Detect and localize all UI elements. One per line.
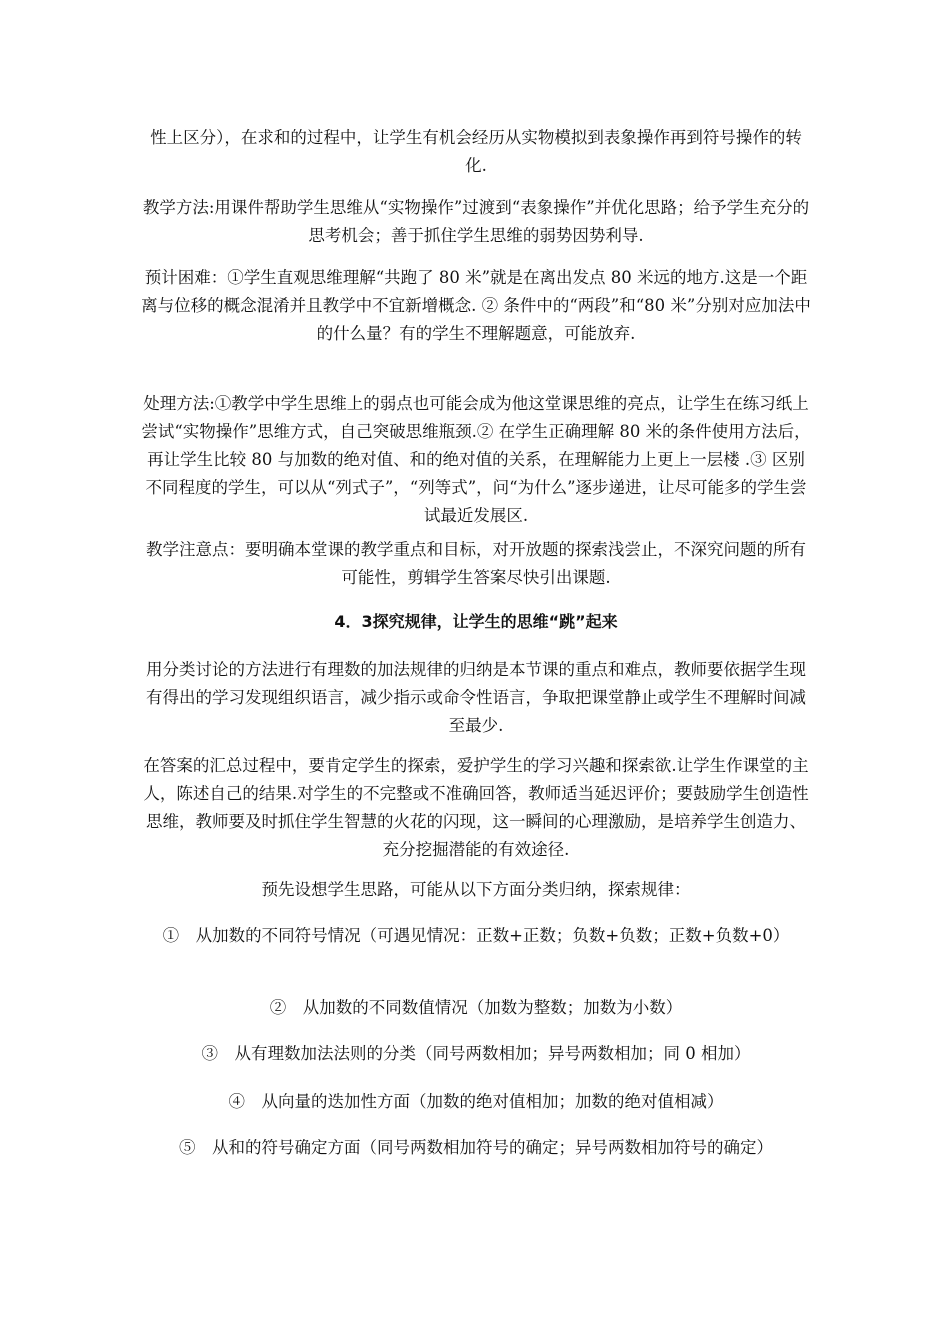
list-item: ① 从加数的不同符号情况（可遇见情况：正数+正数；负数+负数；正数+负数+0）: [162, 926, 790, 945]
paragraph-conversion: 性上区分），在求和的过程中，让学生有机会经历从实物模拟到表象操作再到符号操作的转化.: [150, 128, 802, 175]
paragraph-answer-summary: 在答案的汇总过程中，要肯定学生的探索，爱护学生的学习兴趣和探索欲.让学生作课堂的主人，陈述自己的结果.对学生的不完整或不准确回答，教师适当延迟评价；要鼓励学生创造性思维，教师要及时抓住学生智慧的火花的闪现，这一瞬间的心理激励，是培养学生创造力、充分挖掘潜能的有效途径.: [143, 756, 809, 859]
list-item: ④ 从向量的迭加性方面（加数的绝对值相加；加数的绝对值相减）: [228, 1092, 724, 1111]
paragraph-handling-method: 处理方法:①教学中学生思维上的弱点也可能会成为他这堂课思维的亮点，让学生在练习纸上尝试“实物操作”思维方式，自己突破思维瓶颈.② 在学生正确理解 80 米的条件使用方法后，再让学生比较 80 与加数的绝对值、和的绝对值的关系，在理解能力上更上一层楼 .③ 区别不同程度的学生，可以从“列式子”，“列等式”，问“为什么”逐步递进，让尽可能多的学生尝试最近发展区.: [141, 394, 811, 525]
section-heading: 4．3探究规律，让学生的思维“跳”起来: [334, 612, 618, 631]
paragraph-teaching-notes: 教学注意点：要明确本堂课的教学重点和目标，对开放题的探索浅尝止，不深究问题的所有可能性，剪辑学生答案尽快引出课题.: [146, 540, 806, 587]
paragraph-classification: 用分类讨论的方法进行有理数的加法规律的归纳是本节课的重点和难点，教师要依据学生现有得出的学习发现组织语言，减少指示或命令性语言，争取把课堂静止或学生不理解时间减至最少.: [146, 660, 806, 735]
paragraph-expected-difficulty: 预计困难：①学生直观思维理解“共跑了 80 米”就是在离出发点 80 米远的地方.这是一个距离与位移的概念混淆并且教学中不宜新增概念. ② 条件中的“两段”和“80 米”分别对应加法中的什么量？有的学生不理解题意，可能放弃.: [141, 268, 811, 343]
list-item: ⑤ 从和的符号确定方面（同号两数相加符号的确定；异号两数相加符号的确定）: [179, 1138, 773, 1157]
paragraph-teaching-method: 教学方法:用课件帮助学生思维从“实物操作”过渡到“表象操作”并优化思路；给予学生充分的思考机会；善于抓住学生思维的弱势因势利导.: [142, 198, 810, 245]
list-item: ② 从加数的不同数值情况（加数为整数；加数为小数）: [269, 998, 683, 1017]
list-item: ③ 从有理数加法法则的分类（同号两数相加；异号两数相加；同 0 相加）: [201, 1044, 751, 1063]
paragraph-anticipated-ideas: 预先设想学生思路，可能从以下方面分类归纳，探索规律：: [261, 880, 691, 899]
